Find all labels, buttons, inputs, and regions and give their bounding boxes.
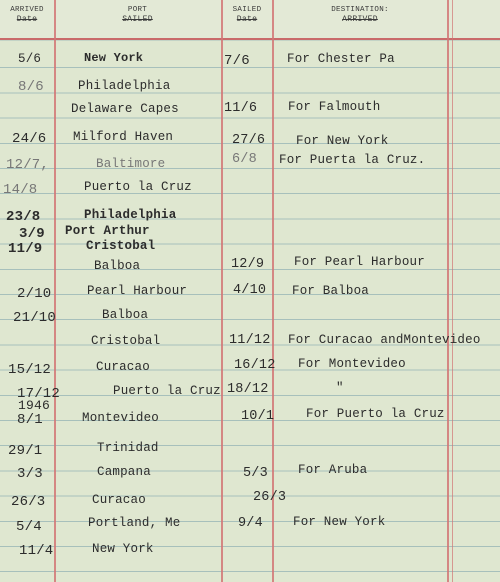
row-arrived-date: 8/1 [17,412,43,428]
row-destination: For New York [293,515,386,529]
row-destination: For Pearl Harbour [294,255,425,269]
row-destination: For Montevideo [298,357,406,371]
row-arrived-date: 21/10 [13,310,57,326]
header-sailed [223,6,271,24]
row-port: Curacao [96,360,150,374]
header-destination [274,6,446,24]
row-arrived-date: 24/6 [12,131,47,147]
row-port: Baltimore [96,157,166,171]
row-sailed-date: 11/6 [224,101,258,116]
row-arrived-date: 23/8 [6,209,41,225]
row-arrived-date: 11/4 [19,543,54,559]
header-port-label: PORT [127,6,148,14]
row-sailed-date: 12/9 [231,257,265,272]
row-port: Pearl Harbour [87,284,188,298]
header-port [56,6,219,24]
row-destination: For Curacao andMontevideo [288,333,481,347]
row-port: Campana [97,465,151,479]
row-port: Curacao [92,493,146,507]
row-port: Montevideo [82,411,160,425]
header-port-sub: SAILED [122,15,153,24]
row-sailed-date: 4/10 [233,283,267,298]
row-sailed-date: 27/6 [232,133,266,148]
row-port: Philadelphia [84,208,177,222]
row-arrived-date: 17/12 [17,386,61,402]
row-sailed-date: 16/12 [234,358,276,373]
row-port: Puerto la Cruz [113,384,221,398]
column-rule-arrived [54,0,56,582]
row-arrived-date: 8/6 [18,79,44,95]
row-port: New York [92,542,154,556]
row-port: Puerto la Cruz [84,180,192,194]
row-port: Delaware Capes [71,102,179,116]
row-port: Balboa [102,308,149,322]
column-rule-port [221,0,223,582]
row-year: 1946 [18,398,51,413]
header-sailed-sub: Date [236,15,258,24]
row-destination: For Puerto la Cruz [306,407,445,421]
row-sailed-date: 9/4 [238,516,263,531]
row-sailed-date: 10/1 [241,409,275,424]
row-destination: For Chester Pa [287,52,395,66]
row-destination: For Balboa [292,284,370,298]
row-arrived-date: 5/6 [18,52,42,66]
row-arrived-date: 15/12 [8,362,52,378]
row-destination: For Puerta la Cruz. [279,153,426,167]
row-sailed-date: 18/12 [227,382,269,397]
row-destination: For Aruba [298,463,368,477]
row-arrived-date: 5/4 [16,519,42,535]
row-arrived-date: 3/3 [17,466,43,482]
header-arrived-label: ARRIVED [10,6,44,14]
row-port: Philadelphia [78,79,171,93]
row-arrived-date: 12/7, [6,157,50,173]
row-sailed-date: 7/6 [224,53,250,69]
row-destination: For Falmouth [288,100,381,114]
header-destination-sub: ARRIVED [342,15,378,24]
row-arrived-date: 14/8 [3,182,38,198]
row-sailed-date: 11/12 [229,333,271,348]
column-rule-destination [447,0,449,582]
row-port: Milford Haven [73,130,174,144]
header-arrived-sub: Date [16,15,38,24]
row-sailed-date: 26/3 [253,490,287,505]
row-arrived-date: 26/3 [11,494,46,510]
header-sailed-label: SAILED [232,6,262,14]
header-arrived [2,6,52,24]
row-port: Cristobal [91,334,161,348]
row-arrived-date: 29/1 [8,443,43,459]
row-port: Portland, Me [88,516,181,530]
header-rule [0,38,500,40]
row-sailed-date: 5/3 [243,466,268,481]
column-rule-destination-inner [452,0,453,582]
row-arrived-date: 2/10 [17,286,52,302]
row-port: Cristobal [86,239,156,253]
row-sailed-date: 6/8 [232,152,257,167]
row-port: Trinidad [97,441,159,455]
header-destination-label: DESTINATION: [331,6,389,14]
row-destination: For New York [296,134,389,148]
row-arrived-date: 3/9 [19,226,45,242]
row-port: New York [84,51,144,65]
row-port: Port Arthur [65,224,150,238]
row-destination: " [336,381,344,395]
row-arrived-date: 11/9 [8,241,43,257]
row-port: Balboa [94,259,141,273]
